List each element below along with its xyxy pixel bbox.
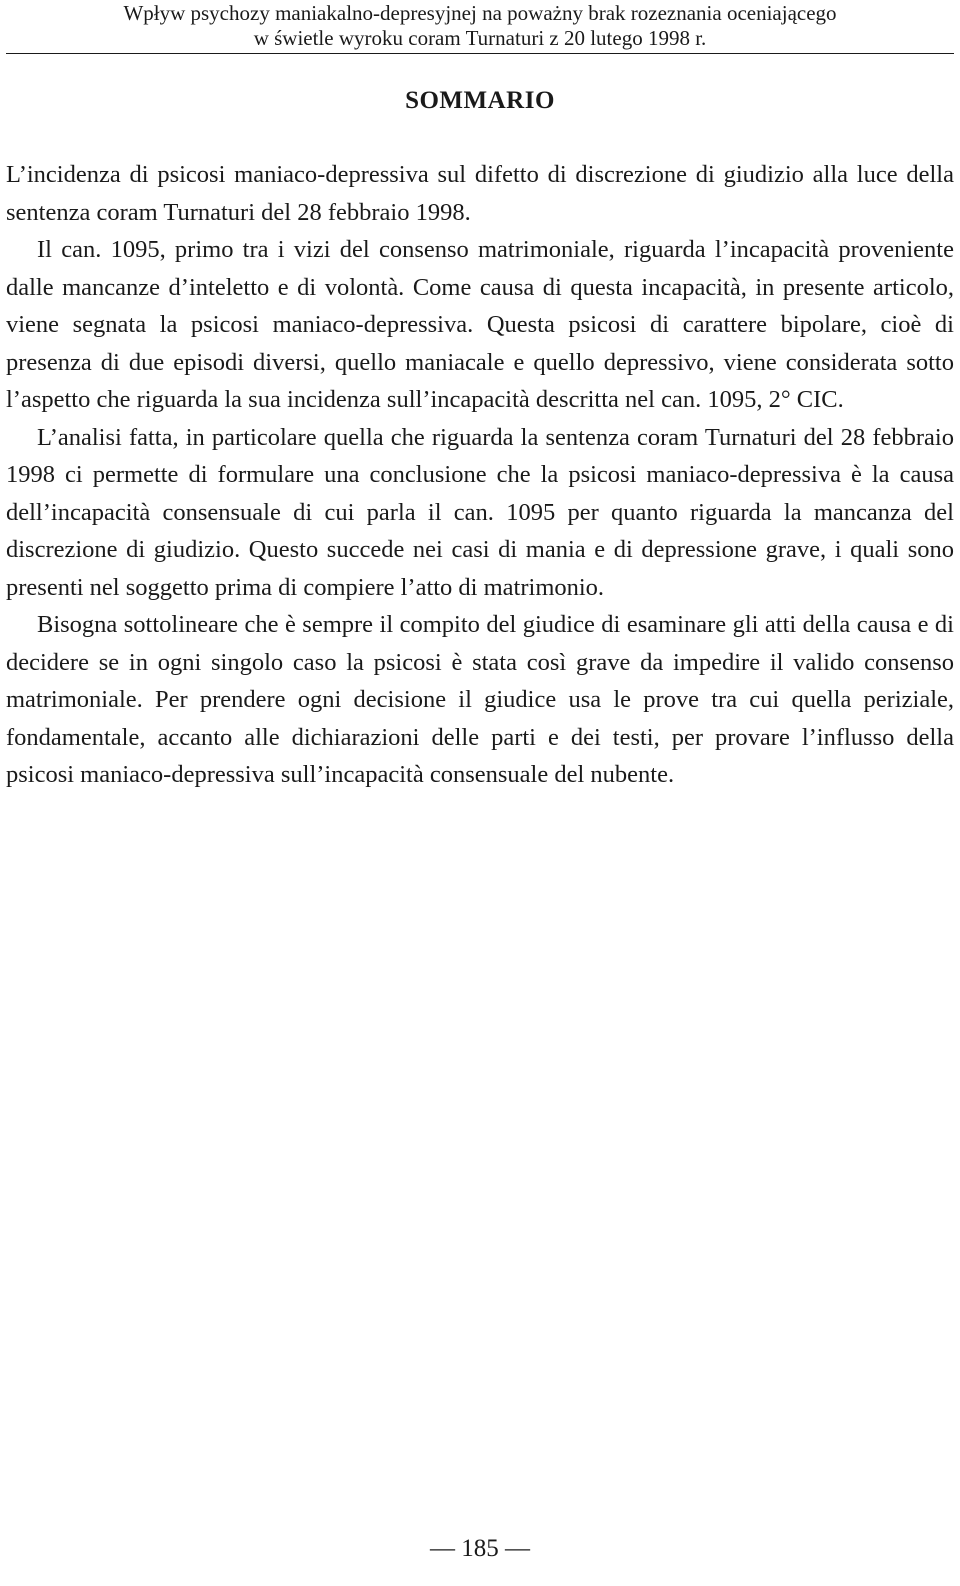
summary-paragraph-1: L’incidenza di psicosi maniaco-depressiva sul difetto di discrezione di giudizio alla luce della sentenza coram Turnaturi del 28 febbraio 1998.	[6, 161, 954, 226]
summary-paragraph-3: L’analisi fatta, in particolare quella che riguarda la sentenza coram Turnaturi del 28 febbraio 1998 ci permette di formulare una conclusione che la psicosi maniaco-depressiva è la causa dell’incapacità consensuale di cui parla il can. 1095 per quanto riguarda la mancanza del discrezione di giudizio. Questo succede nei casi di mania e di depressione grave, i quali sono presenti nel soggetto prima di compiere l’atto di matrimonio.	[6, 423, 954, 601]
summary-body	[6, 156, 954, 794]
section-title: SOMMARIO	[405, 87, 555, 114]
running-header-line-1: Wpływ psychozy maniakalno-depresyjnej na poważny brak rozeznania oceniającego	[123, 1, 837, 25]
header-rule	[6, 53, 954, 54]
running-header	[0, 0, 960, 51]
summary-paragraph-4: Bisogna sottolineare che è sempre il compito del giudice di esaminare gli atti della causa e di decidere se in ogni singolo caso la psicosi è stata così grave da impedire il valido consenso matrimoniale. Per prendere ogni decisione il giudice usa le prove tra cui quella periziale, fondamentale, accanto alle dichiarazioni delle parti e dei testi, per provare l’influsso della psicosi maniaco-depressiva sull’incapacità consensuale del nubente.	[6, 611, 954, 788]
running-header-line-2: w świetle wyroku coram Turnaturi z 20 lutego 1998 r.	[253, 26, 707, 50]
page-number: — 185 —	[430, 1535, 530, 1562]
summary-paragraph-2: Il can. 1095, primo tra i vizi del consenso matrimoniale, riguarda l’incapacità proveniente dalle mancanze d’inteletto e di volontà. Come causa di questa incapacità, in presente articolo, viene segnata la psicosi maniaco-depressiva. Questa psicosi di carattere bipolare, cioè di presenza di due episodi diversi, quello maniacale e quello depressivo, viene considerata sotto l’aspetto che riguarda la sua incidenza sull’incapacità descritta nel can. 1095, 2° CIC.	[6, 236, 954, 413]
